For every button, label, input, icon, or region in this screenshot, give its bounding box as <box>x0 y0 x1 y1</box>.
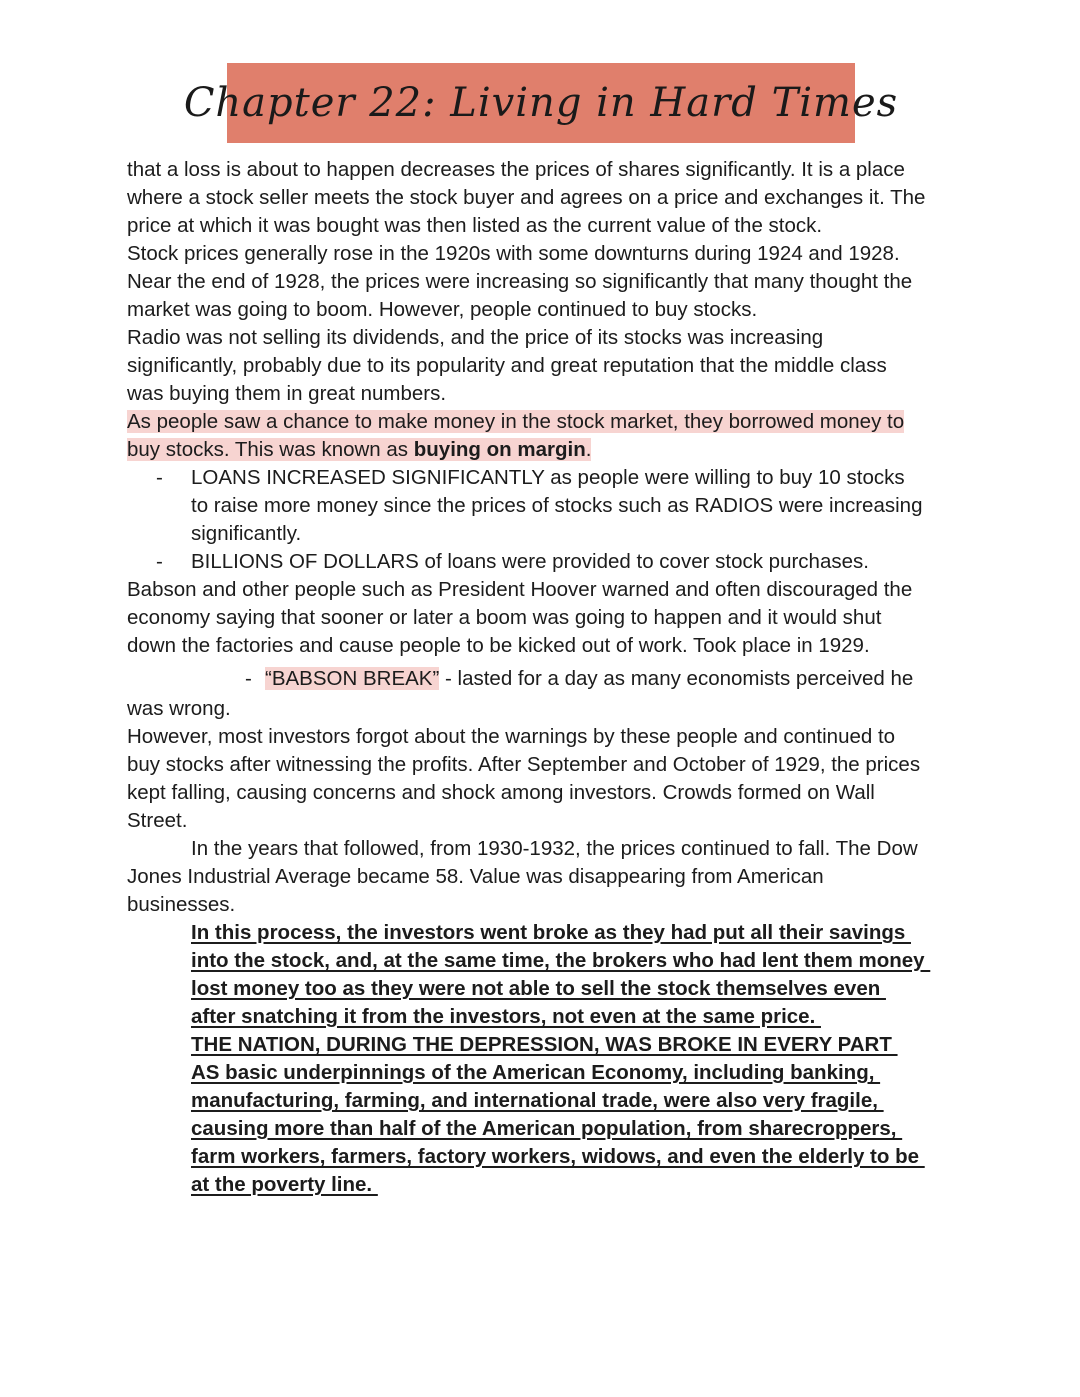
highlighted-text: “BABSON BREAK” <box>265 667 440 690</box>
text-span: buy stocks. This was known as <box>127 438 414 461</box>
text-line: that a loss is about to happen decreases the prices of shares significantly. It is a place <box>127 158 905 181</box>
bullet-item <box>127 464 957 548</box>
paragraph-1930-1932 <box>127 835 957 919</box>
text-line: Babson and other people such as President Hoover warned and often discouraged the <box>127 578 913 601</box>
text-line: Near the end of 1928, the prices were increasing so significantly that many thought the <box>127 270 913 293</box>
text-line: businesses. <box>127 893 236 916</box>
underlined-line: manufacturing, farming, and international trade, were also very fragile, <box>191 1089 884 1112</box>
text-line: market was going to boom. However, people continued to buy stocks. <box>127 298 758 321</box>
paragraph-stock-market <box>127 156 957 408</box>
bullet-dash: - <box>245 667 252 690</box>
text-line: significantly. <box>191 522 302 545</box>
text-line: Radio was not selling its dividends, and the price of its stocks was increasing <box>127 326 824 349</box>
text-line: down the factories and cause people to be kicked out of work. Took place in 1929. <box>127 634 870 657</box>
document-body <box>127 156 957 1199</box>
title-banner <box>183 63 899 143</box>
paragraph-warnings <box>127 576 957 660</box>
text-line: price at which it was bought was then listed as the current value of the stock. <box>127 214 823 237</box>
text-line: However, most investors forgot about the warnings by these people and continued to <box>127 725 896 748</box>
key-term: buying on margin <box>413 438 586 461</box>
underlined-line: into the stock, and, at the same time, the brokers who had lent them money <box>191 949 931 972</box>
text-line: Stock prices generally rose in the 1920s with some downturns during 1924 and 1928. <box>127 242 900 265</box>
underlined-line: at the poverty line. <box>191 1173 378 1196</box>
highlighted-text <box>127 438 591 461</box>
underlined-line: causing more than half of the American population, from sharecroppers, <box>191 1117 903 1140</box>
text-line: buy stocks after witnessing the profits. After September and October of 1929, the prices <box>127 753 921 776</box>
underlined-line: after snatching it from the investors, not even at the same price. <box>191 1005 821 1028</box>
bullet-dash: - <box>156 466 163 489</box>
underlined-summary <box>127 919 957 1199</box>
text-line: LOANS INCREASED SIGNIFICANTLY as people were willing to buy 10 stocks <box>191 466 905 489</box>
text-line: Jones Industrial Average became 58. Value was disappearing from American <box>127 865 824 888</box>
text-line: to raise more money since the prices of stocks such as RADIOS were increasing <box>191 494 923 517</box>
text-line: significantly, probably due to its popularity and great reputation that the middle class <box>127 354 887 377</box>
text-span: . <box>585 438 592 461</box>
underlined-line: AS basic underpinnings of the American Economy, including banking, <box>191 1061 881 1084</box>
text-line: Street. <box>127 809 188 832</box>
text-line: economy saying that sooner or later a boom was going to happen and it would shut <box>127 606 882 629</box>
highlighted-text: As people saw a chance to make money in the stock market, they borrowed money to <box>127 410 905 433</box>
bullet-item <box>127 548 957 576</box>
text-line: In the years that followed, from 1930-1932, the prices continued to fall. The Dow <box>191 837 918 860</box>
text-line: was buying them in great numbers. <box>127 382 447 405</box>
paragraph-buying-on-margin <box>127 408 957 464</box>
text-line: was wrong. <box>127 697 231 720</box>
underlined-line: farm workers, farmers, factory workers, widows, and even the elderly to be <box>191 1145 925 1168</box>
underlined-line: In this process, the investors went broke as they had put all their savings <box>191 921 911 944</box>
page-title: Chapter 22: Living in Hard Times <box>183 80 899 126</box>
paragraph-investors <box>127 723 957 835</box>
underlined-line: THE NATION, DURING THE DEPRESSION, WAS BROKE IN EVERY PART <box>191 1033 898 1056</box>
bullet-dash: - <box>156 550 163 573</box>
text-line: BILLIONS OF DOLLARS of loans were provided to cover stock purchases. <box>191 550 869 573</box>
underlined-line: lost money too as they were not able to sell the stock themselves even <box>191 977 886 1000</box>
text-line: where a stock seller meets the stock buyer and agrees on a price and exchanges it. The <box>127 186 926 209</box>
text-span: - lasted for a day as many economists perceived he <box>439 667 914 690</box>
text-line: kept falling, causing concerns and shock among investors. Crowds formed on Wall <box>127 781 875 804</box>
babson-break-item <box>127 665 957 693</box>
